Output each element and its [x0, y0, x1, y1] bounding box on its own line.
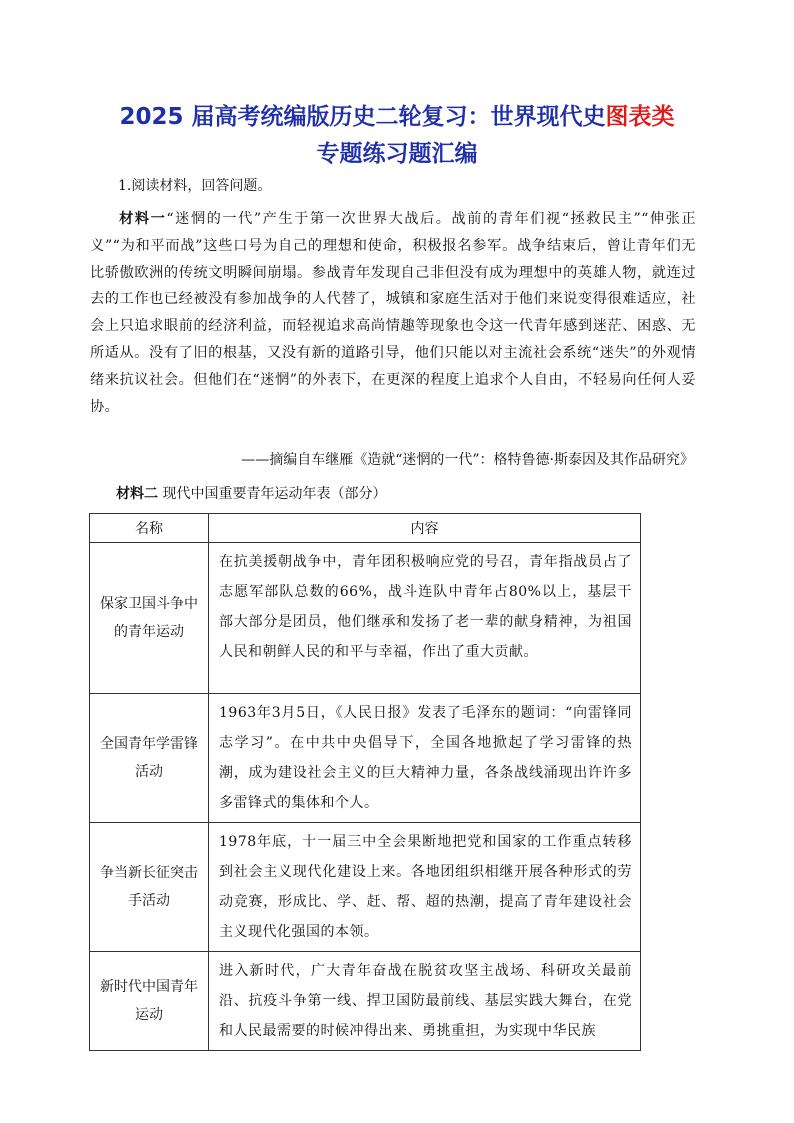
material1-paragraph — [90, 206, 696, 420]
title-highlight-text: 图表类 — [605, 104, 675, 130]
table-row — [90, 823, 641, 952]
material1-text: “迷惘的一代”产生于第一次世界大战后。战前的青年们视“拯救民主”“伸张正义”“为和平而战”这些口号为自己的理想和使命，积极报名参军。战争结束后，曾让青年们无比骄傲欧洲的传统文明瞬间崩塌。参战青年发现自己非但没有成为理想中的英雄人物，就连过去的工作也已经被没有参加战争的人代替了，城镇和家庭生活对于他们来说变得很难适应，社会上只追求眼前的经济利益，而轻视追求高尚情趣等现象也令这一代青年感到迷茫、困惑、无所适从。没有了旧的根基，又没有新的道路引导，他们只能以对主流社会系统“迷失”的外观情绪来抗议社会。但他们在“迷惘”的外表下，在更深的程度上追求个人自由，不轻易向任何人妥协。 — [90, 211, 696, 415]
question-prompt: 1.阅读材料，回答问题。 — [118, 178, 272, 194]
material1-label: 材料一 — [118, 211, 167, 227]
header-content: 内容 — [209, 514, 641, 543]
row-name: 争当新长征突击手活动 — [90, 823, 209, 952]
row-name: 全国青年学雷锋活动 — [90, 694, 209, 823]
header-name: 名称 — [90, 514, 209, 543]
page-title-line1 — [0, 100, 794, 134]
table-row — [90, 694, 641, 823]
youth-movement-table — [89, 513, 641, 1051]
material1-source: ——摘编自车继雁《造就“迷惘的一代”：格特鲁德·斯泰因及其作品研究》 — [241, 452, 694, 468]
row-content: 1978年底，十一届三中全会果断地把党和国家的工作重点转移到社会主义现代化建设上来。各地团组织相继开展各种形式的劳动竞赛，形成比、学、赶、帮、超的热潮，提高了青年建设社会主义现代化强国的本领。 — [209, 823, 641, 952]
table-row — [90, 952, 641, 1051]
table-row — [90, 543, 641, 694]
row-content: 进入新时代，广大青年奋战在脱贫攻坚主战场、科研攻关最前沿、抗疫斗争第一线、捍卫国防最前线、基层实践大舞台，在党和人民最需要的时候冲得出来、勇挑重担，为实现中华民族 — [209, 952, 641, 1051]
row-name: 新时代中国青年运动 — [90, 952, 209, 1051]
row-name: 保家卫国斗争中的青年运动 — [90, 543, 209, 694]
material2-label: 材料二 — [116, 486, 158, 502]
row-content: 1963年3月5日，《人民日报》发表了毛泽东的题词：“向雷锋同志学习”。在中共中央倡导下，全国各地掀起了学习雷锋的热潮，成为建设社会主义的巨大精神力量，各条战线涌现出许许多多雷锋式的集体和个人。 — [209, 694, 641, 823]
title-main-text: 2025 届高考统编版历史二轮复习：世界现代史 — [119, 104, 606, 130]
material2-heading — [116, 483, 386, 505]
row-content: 在抗美援朝战争中，青年团积极响应党的号召，青年指战员占了志愿军部队总数的66%，战斗连队中青年占80%以上，基层干部大部分是团员，他们继承和发扬了老一辈的献身精神，为祖国人民和朝鲜人民的和平与幸福，作出了重大贡献。 — [209, 543, 641, 694]
material2-caption: 现代中国重要青年运动年表（部分） — [162, 486, 387, 502]
page-title-line2: 专题练习题汇编 — [316, 141, 478, 167]
table-header-row — [90, 514, 641, 543]
